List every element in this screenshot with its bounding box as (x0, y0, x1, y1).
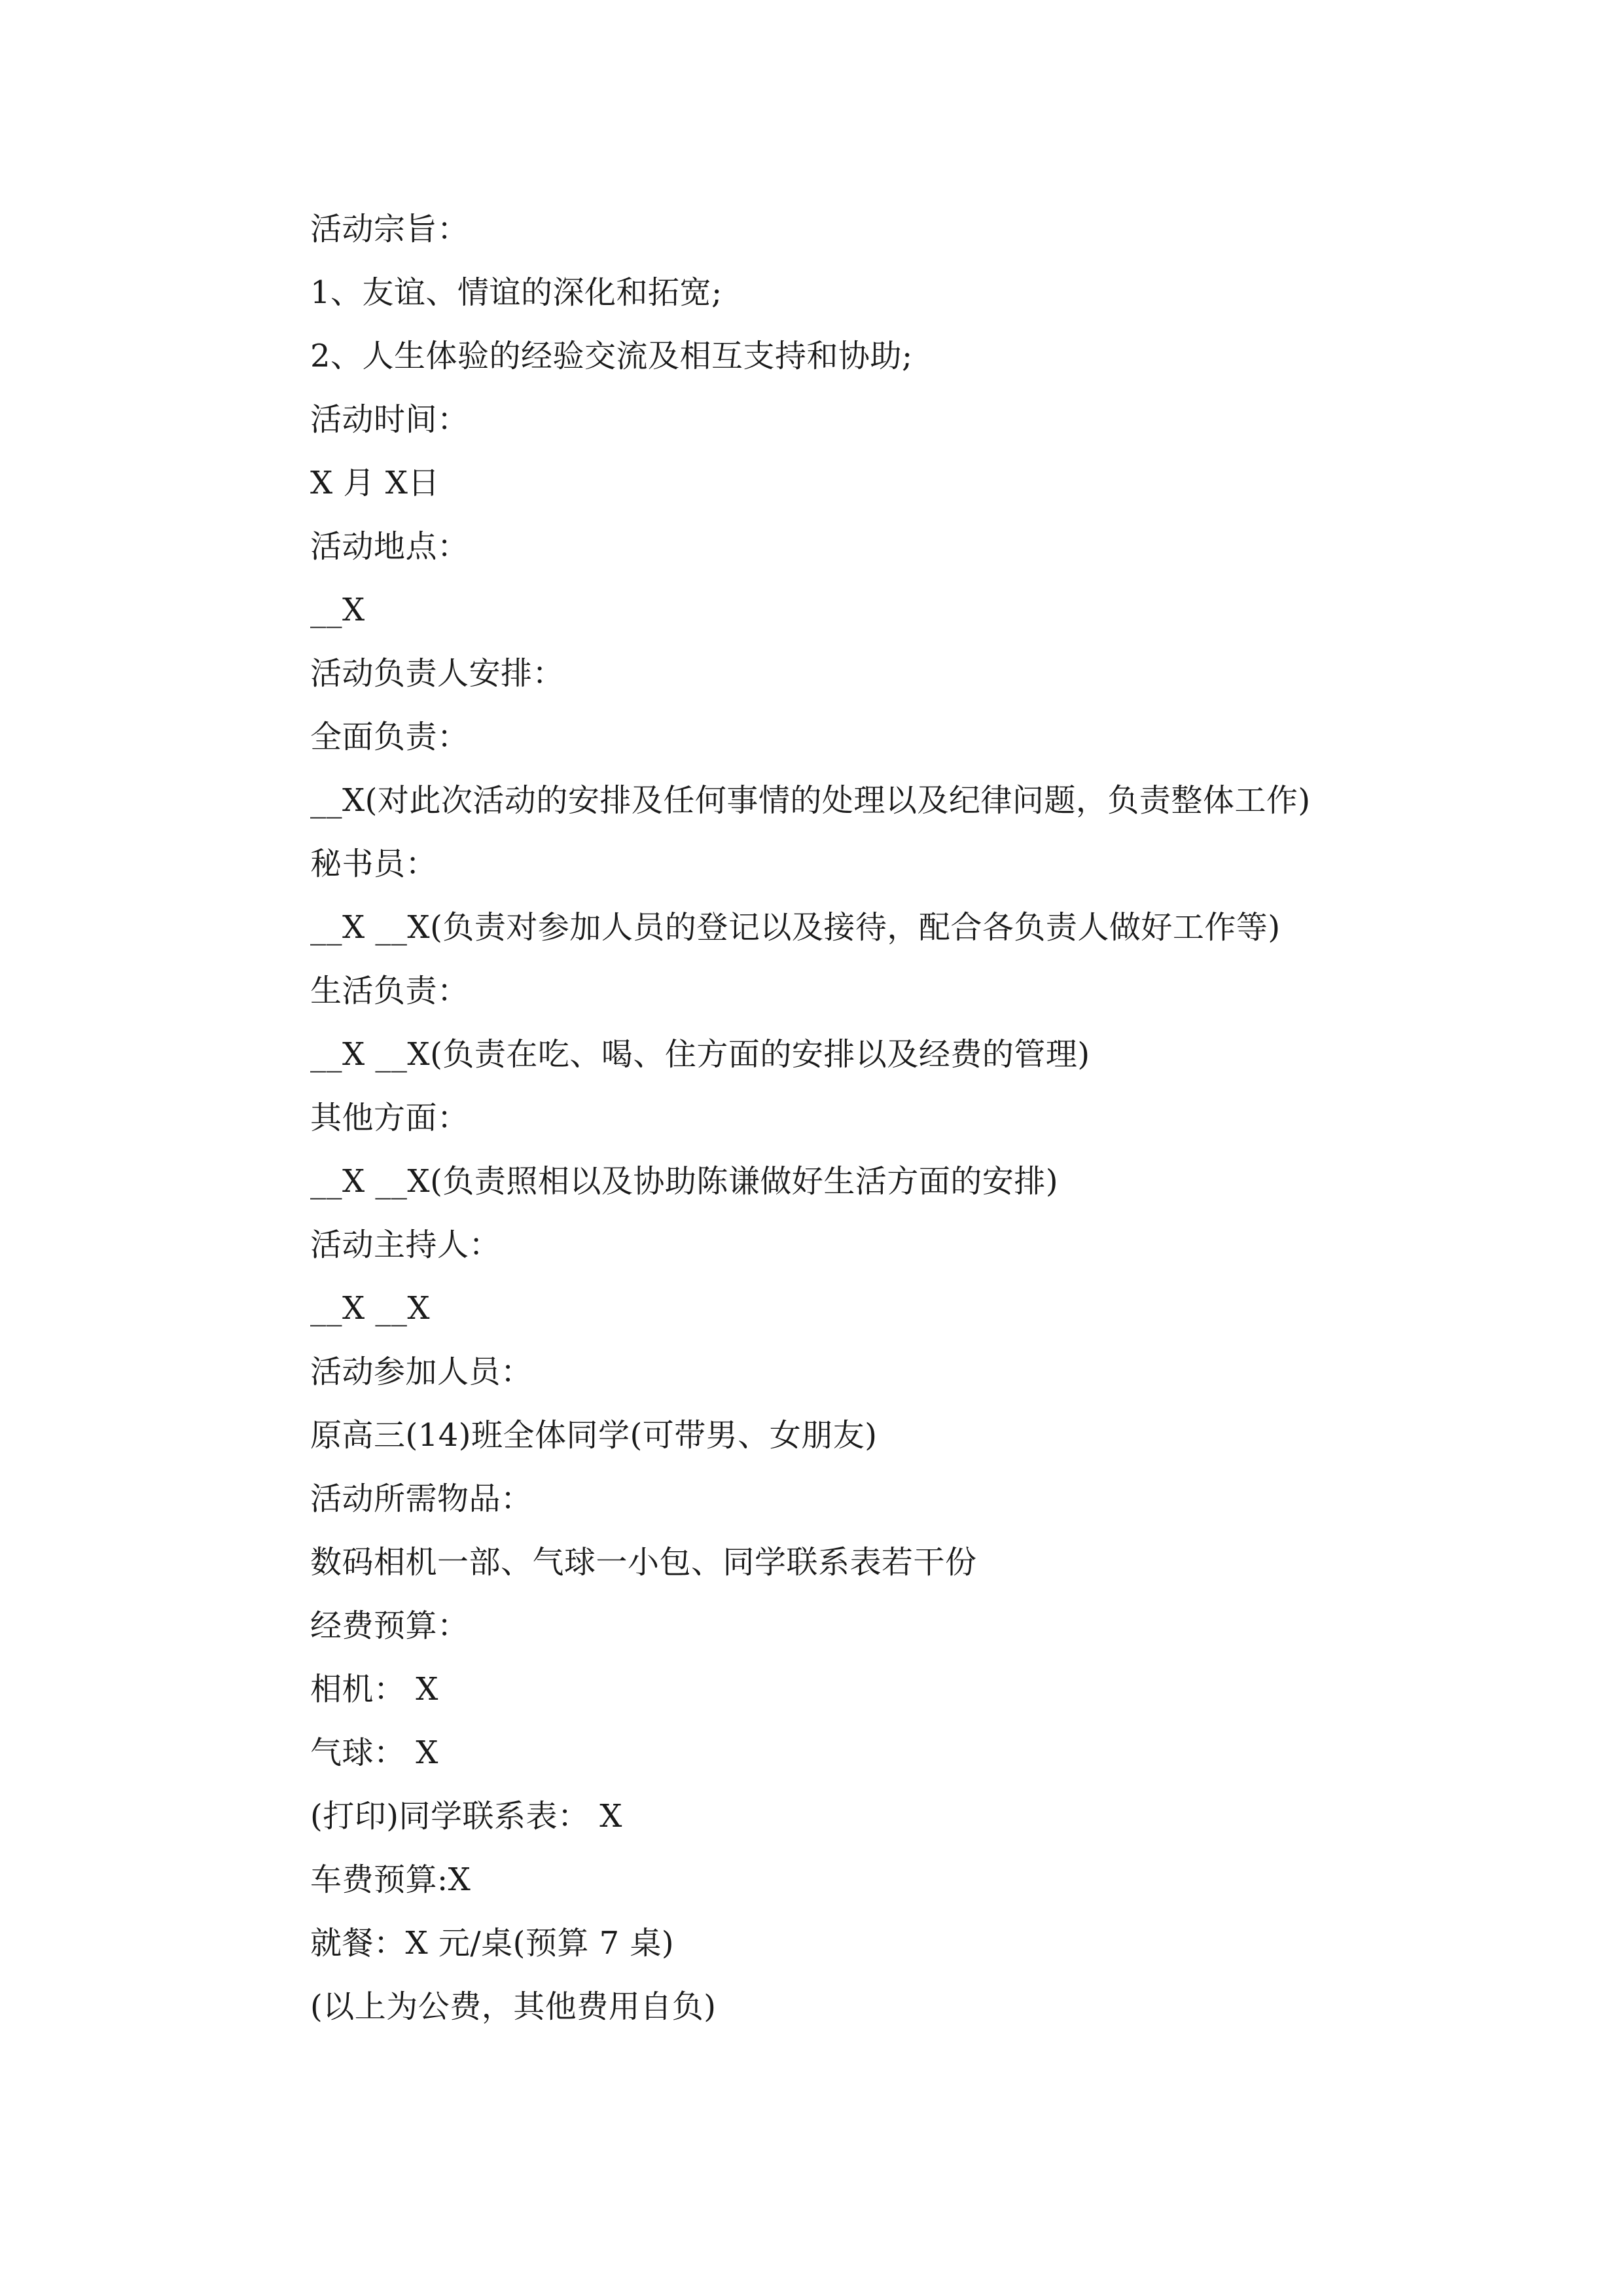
heading-location: 活动地点： (310, 528, 469, 565)
heading-budget: 经费预算： (310, 1607, 469, 1644)
budget-transport: 车费预算:X (310, 1861, 471, 1898)
participants-detail: 原高三(14)班全体同学(可带男、女朋友) (310, 1417, 878, 1454)
heading-overall-lead: 全面负责： (310, 719, 469, 755)
heading-organizers: 活动负责人安排： (310, 655, 565, 692)
activity-date: X 月 X日 (310, 465, 440, 501)
secretary-detail: __X __X(负责对参加人员的登记以及接待，配合各负责人做好工作等) (310, 909, 1281, 946)
heading-host: 活动主持人： (310, 1227, 501, 1263)
heading-purpose: 活动宗旨： (310, 211, 469, 247)
purpose-item-1: 1、友谊、情谊的深化和拓宽; (310, 274, 722, 311)
other-detail: __X __X(负责照相以及协助陈谦做好生活方面的安排) (310, 1163, 1059, 1200)
heading-time: 活动时间： (310, 401, 469, 438)
heading-supplies: 活动所需物品： (310, 1480, 533, 1517)
document-body (310, 198, 1370, 2039)
budget-note: (以上为公费，其他费用自负) (310, 1988, 717, 2025)
heading-other: 其他方面： (310, 1100, 469, 1136)
heading-logistics: 生活负责： (310, 973, 469, 1009)
budget-camera: 相机： X (310, 1671, 438, 1708)
budget-balloons: 气球： X (310, 1734, 438, 1771)
logistics-detail: __X __X(负责在吃、喝、住方面的安排以及经费的管理) (310, 1036, 1090, 1073)
budget-dining: 就餐：X 元/桌(预算 7 桌) (310, 1925, 675, 1962)
activity-location: __X (310, 592, 365, 628)
overall-lead-detail: __X(对此次活动的安排及任何事情的处理以及纪律问题，负责整体工作) (310, 782, 1311, 819)
heading-participants: 活动参加人员： (310, 1354, 533, 1390)
budget-contact-list: (打印)同学联系表： X (310, 1798, 622, 1835)
heading-secretary: 秘书员： (310, 846, 438, 882)
purpose-item-2: 2、人生体验的经验交流及相互支持和协助; (310, 338, 913, 374)
supplies-detail: 数码相机一部、气球一小包、同学联系表若干份 (310, 1544, 977, 1581)
host-detail: __X __X (310, 1290, 431, 1327)
